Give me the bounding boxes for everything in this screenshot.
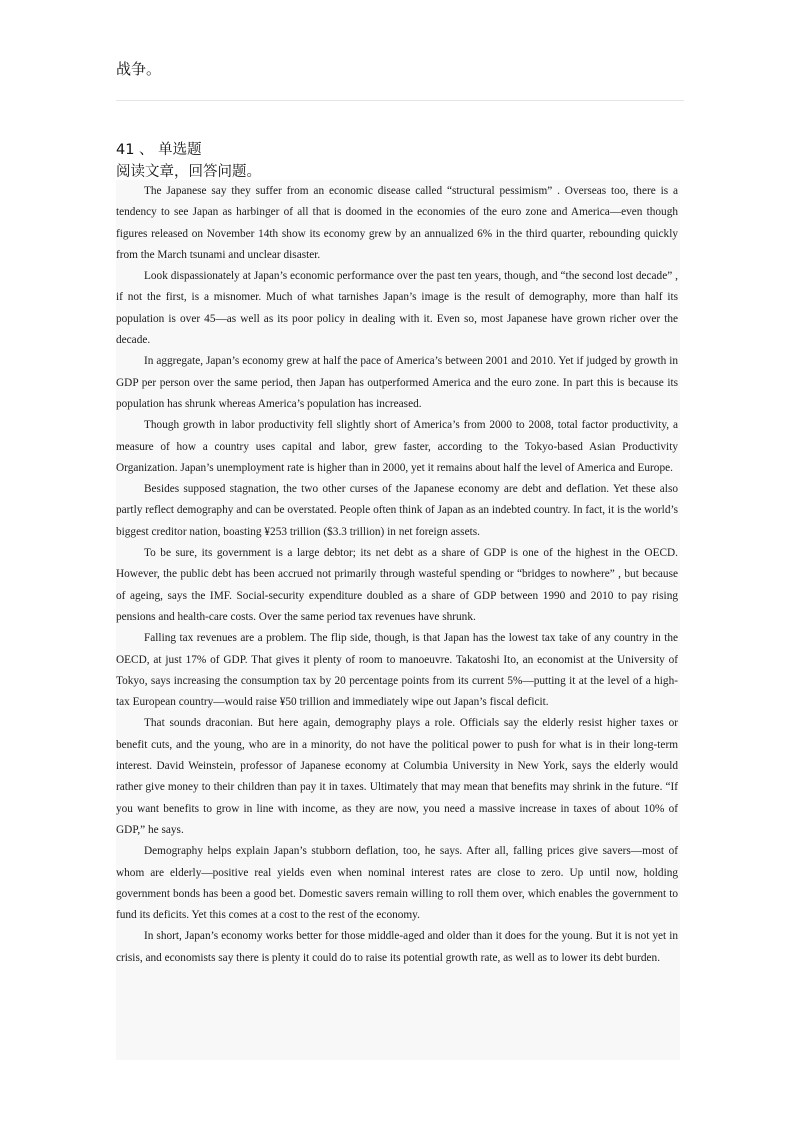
question-number-label: 41 、 单选题	[116, 142, 202, 158]
passage-paragraph: The Japanese say they suffer from an economic disease called “structural pessimism” . Overseas too, there is a tendency to see Japan as harbinger of all that is doomed in the economies of the euro zone and America—even though figures released on November 14th show its economy grew by an annualized 6% in the third quarter, rebounding quickly from the March tsunami and unclear disaster.	[116, 185, 678, 261]
passage-paragraph: Look dispassionately at Japan’s economic performance over the past ten years, though, and “the second lost decade” , if not the first, is a misnomer. Much of what tarnishes Japan’s image is the result of demography, more than half its population is over 45—as well as its poor policy in dealing with it. Even so, most Japanese have grown richer over the decade.	[116, 270, 678, 347]
passage-paragraph: Though growth in labor productivity fell slightly short of America’s from 2000 to 2008, total factor productivity, a measure of how a country uses capital and labor, grew faster, according to the Tokyo-based Asian Productivity Organization. Japan’s unemployment rate is higher than in 2000, yet it remains about half the level of America and Europe.	[116, 419, 678, 474]
previous-answer-fragment: 战争。	[116, 60, 162, 78]
section-divider	[116, 100, 684, 101]
passage-paragraph: In aggregate, Japan’s economy grew at half the pace of America’s between 2001 and 2010. Yet if judged by growth in GDP per person over the same period, then Japan has outperformed America and the euro zone. In part this is because its population has shrunk whereas America’s population has increased.	[116, 355, 678, 410]
passage-paragraph: In short, Japan’s economy works better for those middle-aged and older than it does for the young. But it is not yet in crisis, and economists say there is plenty it could do to raise its potential growth rate, as well as to lower its debt burden.	[116, 930, 678, 964]
passage-paragraph: Besides supposed stagnation, the two other curses of the Japanese economy are debt and deflation. Yet these also partly reflect demography and can be overstated. People often think of Japan as an indebted country. In fact, it is the world’s biggest creditor nation, boasting ¥253 trillion ($3.3 trillion) in net foreign assets.	[116, 483, 678, 538]
passage-paragraph: Demography helps explain Japan’s stubborn deflation, too, he says. After all, falling prices give savers—most of whom are elderly—positive real yields even when nominal interest rates are close to zero. Up until now, holding government bonds has been a good bet. Domestic savers remain willing to roll them over, which enables the government to fund its deficits. Yet this comes at a cost to the rest of the economy.	[116, 845, 678, 922]
passage-paragraph: Falling tax revenues are a problem. The flip side, though, is that Japan has the lowest tax take of any country in the OECD, at just 17% of GDP. That gives it plenty of room to manoeuvre. Takatoshi Ito, an economist at the University of Tokyo, says increasing the consumption tax by 20 percentage points from its current 5%—putting it at the level of a high-tax European country—would raise ¥50 trillion and immediately wipe out Japan’s fiscal deficit.	[116, 632, 678, 709]
question-instruction: 阅读文章，回答问题。	[116, 164, 261, 180]
reading-passage	[116, 181, 678, 969]
passage-paragraph: To be sure, its government is a large debtor; its net debt as a share of GDP is one of the highest in the OECD. However, the public debt has been accrued not primarily through wasteful spending or “bridges to nowhere” , but because of ageing, says the IMF. Social-security expenditure doubled as a share of GDP between 1990 and 2010 to pay rising pensions and health-care costs. Over the same period tax revenues have shrunk.	[116, 547, 678, 623]
passage-paragraph: That sounds draconian. But here again, demography plays a role. Officials say the elderly resist higher taxes or benefit cuts, and the young, who are in a minority, do not have the political power to push for what is in their long-term interest. David Weinstein, professor of Japanese economy at Columbia University in New York, says the elderly would rather give money to their children than pay it in taxes. Ultimately that may mean that benefits may shrink in the future. “If you want benefits to grow in line with income, as they are now, you need a massive increase in taxes of about 10% of GDP,” he says.	[116, 717, 678, 836]
